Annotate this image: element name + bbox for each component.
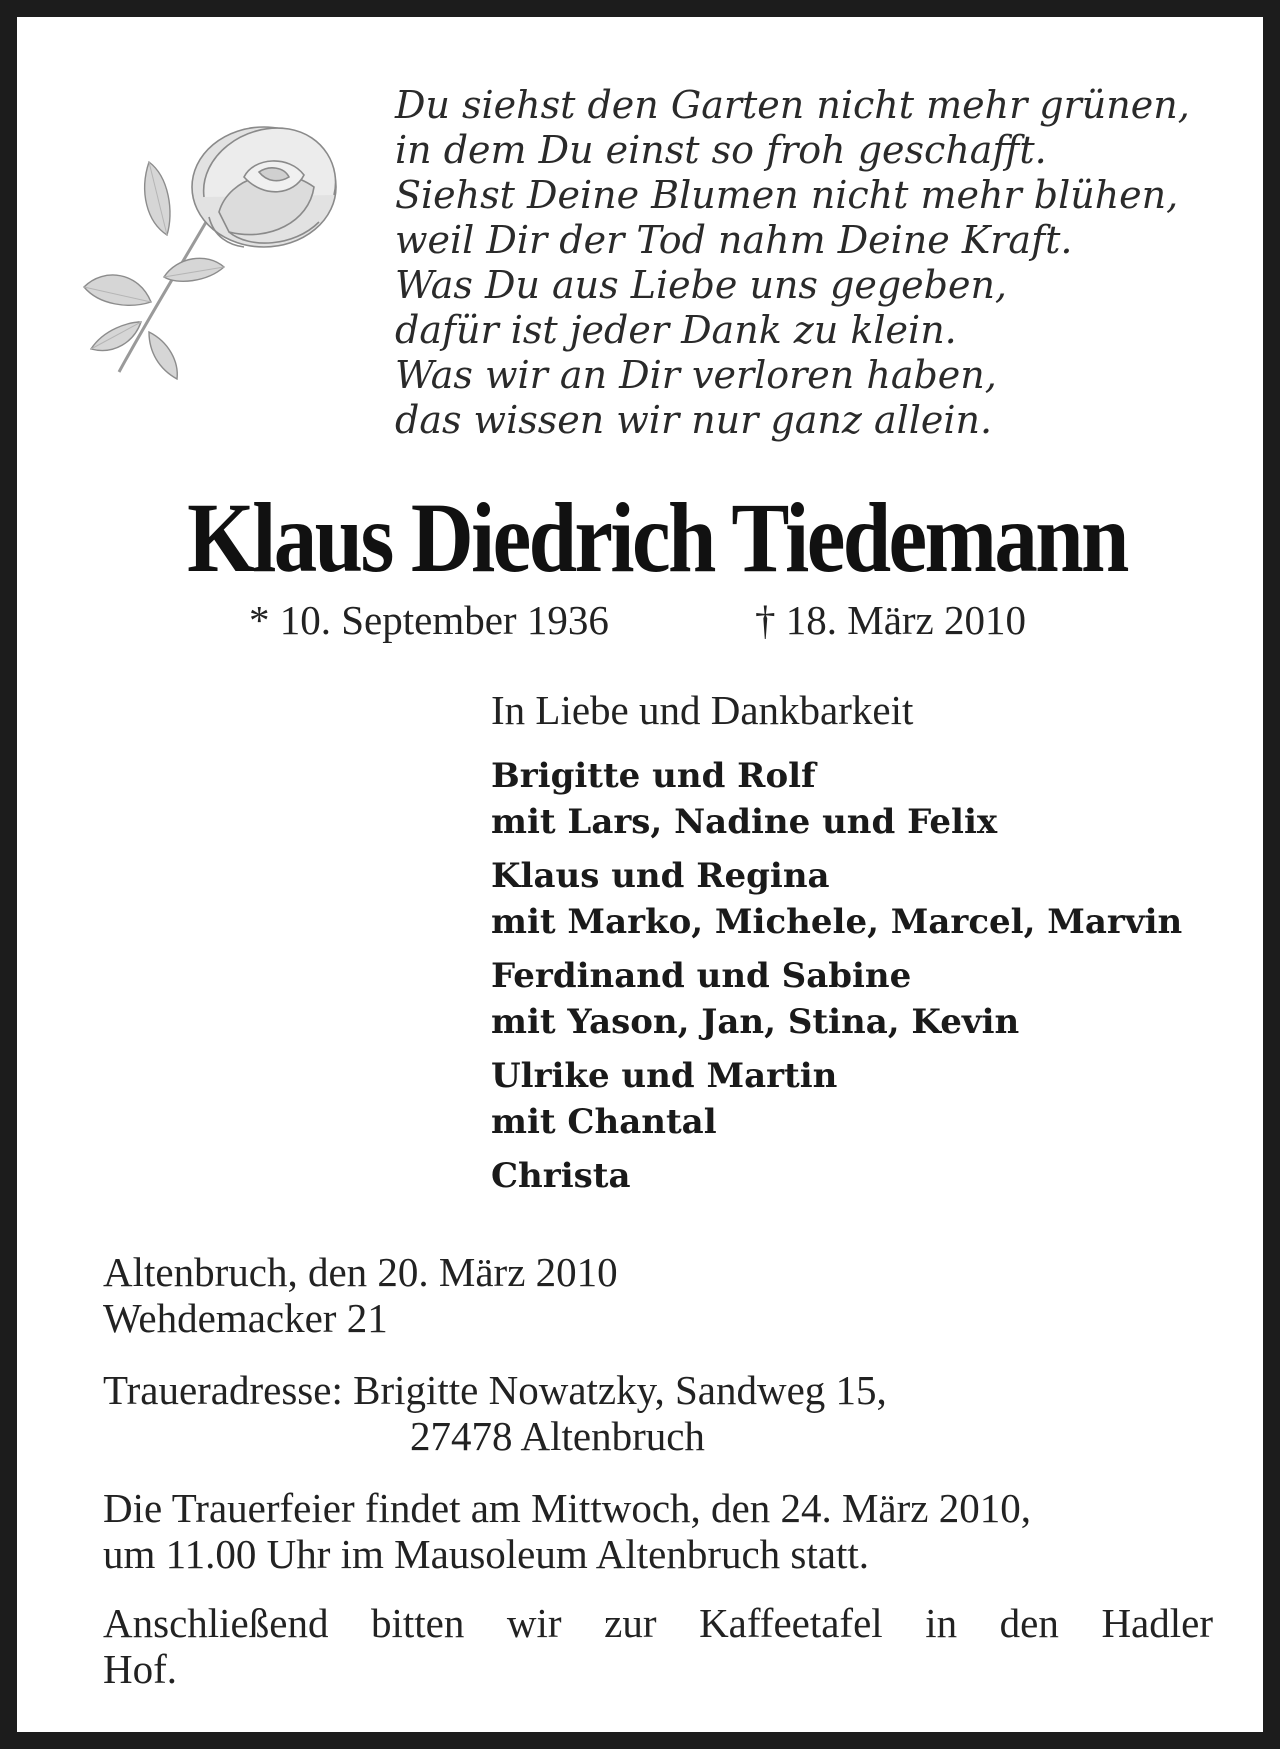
reception-line: Hof. — [103, 1646, 178, 1692]
poem-line: in dem Du einst so froh geschafft. — [395, 128, 1047, 172]
mourner-line: Ferdinand und Sabine — [491, 956, 912, 996]
reception-line: Anschließend bitten wir zur Kaffeetafel in den Hadler — [103, 1600, 1213, 1646]
place-and-date — [103, 1249, 618, 1341]
rose-icon — [79, 117, 349, 387]
poem-line: das wissen wir nur ganz allein. — [395, 398, 993, 442]
deceased-name: Klaus Diedrich Tiedemann — [187, 482, 1127, 593]
poem-line: Was Du aus Liebe uns gegeben, — [395, 263, 1008, 307]
poem — [395, 83, 1245, 443]
mourners-intro: In Liebe und Dankbarkeit — [491, 687, 914, 733]
mourner-group — [491, 853, 1182, 945]
mourner-line: mit Lars, Nadine und Felix — [491, 802, 998, 842]
mourner-line: mit Yason, Jan, Stina, Kevin — [491, 1002, 1020, 1042]
mourners-list — [491, 753, 1182, 1207]
poem-line: dafür ist jeder Dank zu klein. — [395, 308, 957, 352]
street-line: Wehdemacker 21 — [103, 1295, 388, 1341]
mourning-address — [103, 1367, 887, 1459]
place-date-line: Altenbruch, den 20. März 2010 — [103, 1249, 618, 1295]
mourner-group — [491, 1053, 1182, 1145]
mourner-group — [491, 753, 1182, 845]
poem-line: Siehst Deine Blumen nicht mehr blühen, — [395, 173, 1179, 217]
mourner-line: Brigitte und Rolf — [491, 756, 816, 796]
mourner-group — [491, 953, 1182, 1045]
death-date: † 18. März 2010 — [755, 597, 1027, 643]
mourner-line: Ulrike und Martin — [491, 1056, 838, 1096]
funeral-ceremony — [103, 1485, 1031, 1577]
mourner-line: Klaus und Regina — [491, 856, 830, 896]
mourner-line: mit Marko, Michele, Marcel, Marvin — [491, 902, 1183, 942]
address-line: Traueradresse: Brigitte Nowatzky, Sandweg 15, — [103, 1367, 887, 1413]
ceremony-line: Die Trauerfeier findet am Mittwoch, den 24. März 2010, — [103, 1485, 1031, 1531]
reception-note — [103, 1600, 1213, 1692]
mourner-line: mit Chantal — [491, 1102, 717, 1142]
poem-line: weil Dir der Tod nahm Deine Kraft. — [395, 218, 1073, 262]
mourner-group — [491, 1153, 1182, 1199]
mourner-line: Christa — [491, 1156, 631, 1196]
address-line: 27478 Altenbruch — [410, 1413, 705, 1459]
birth-date: * 10. September 1936 — [249, 597, 609, 643]
ceremony-line: um 11.00 Uhr im Mausoleum Altenbruch statt. — [103, 1531, 870, 1577]
poem-line: Du siehst den Garten nicht mehr grünen, — [395, 83, 1190, 127]
poem-line: Was wir an Dir verloren haben, — [395, 353, 997, 397]
